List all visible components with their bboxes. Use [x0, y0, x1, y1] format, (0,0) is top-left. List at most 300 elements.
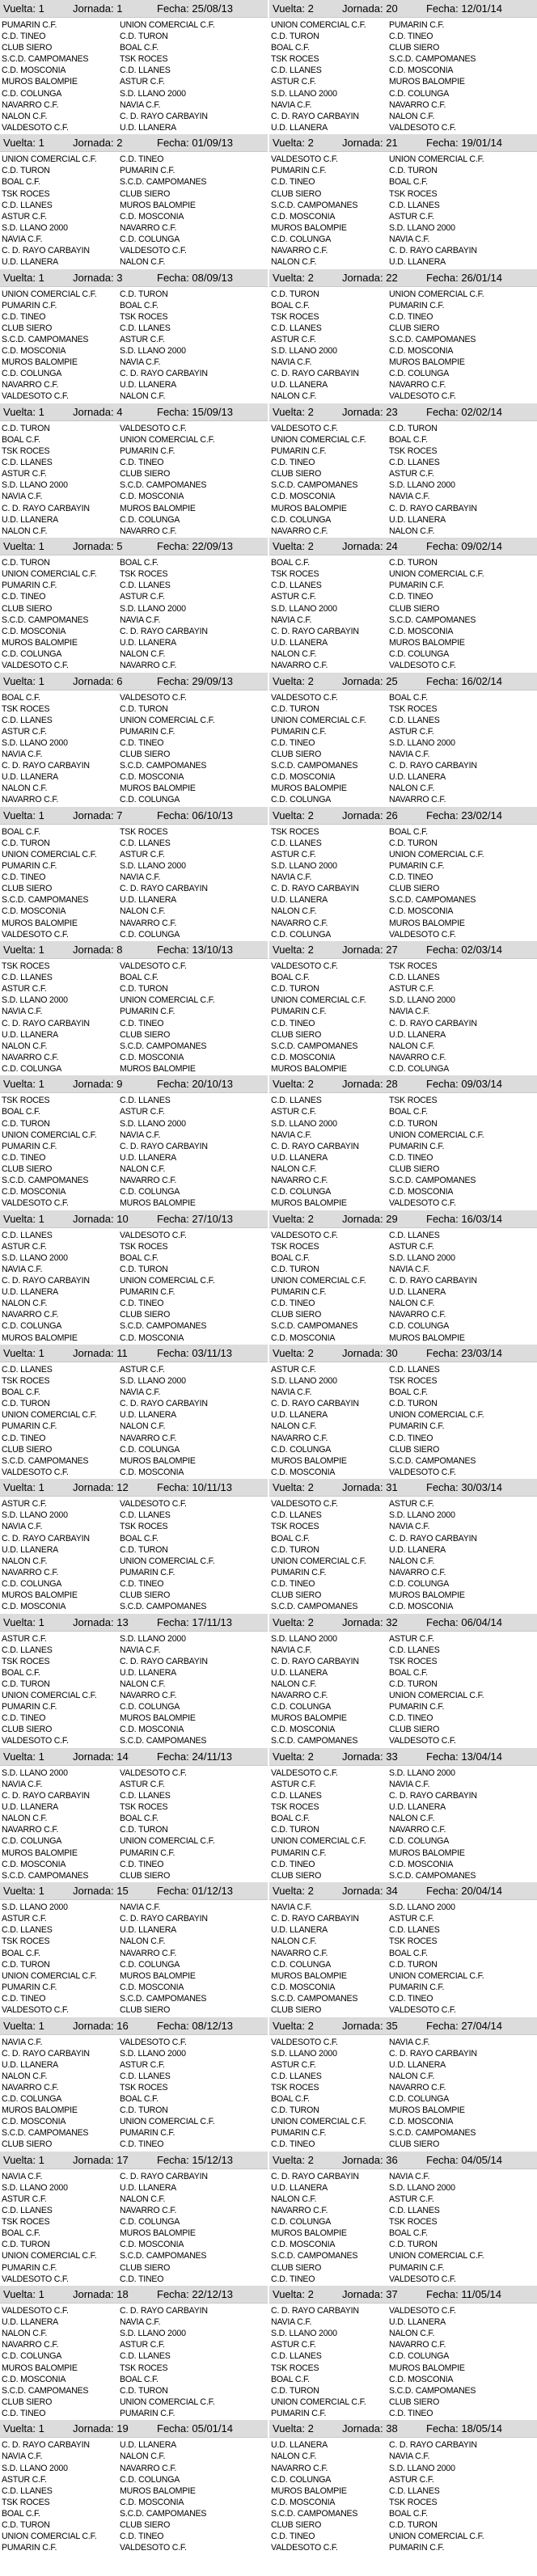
match-row [0, 749, 268, 760]
home-team: U.D. LLANERA [271, 895, 328, 906]
home-team: C.D. MOSCONIA [271, 492, 336, 502]
jornada-label: Jornada: [342, 2153, 383, 2166]
match-row [0, 423, 268, 434]
away-team: C.D. TURON [389, 838, 438, 848]
match-row [269, 88, 537, 99]
match-row [0, 591, 268, 602]
match-row [0, 2531, 268, 2542]
home-team: C.D. TINEO [271, 458, 315, 468]
home-team: BOAL C.F. [2, 1948, 40, 1958]
away-team: NALON C.F. [120, 2194, 166, 2204]
jornada-label: Jornada: [342, 2, 383, 15]
away-team: NAVIA C.F. [389, 749, 430, 759]
match-row [0, 1724, 268, 1735]
home-team: PUMARIN C.F. [2, 1141, 57, 1151]
jornada-value: 35 [386, 2019, 398, 2032]
home-team: CLUB SIERO [2, 1444, 53, 1455]
jornada-label: Jornada: [342, 137, 383, 150]
home-team: NAVARRO C.F. [2, 1825, 59, 1835]
jornada-value: 2 [116, 137, 123, 150]
away-team: UNION COMERCIAL C.F. [389, 849, 484, 859]
away-team: MUROS BALOMPIE [389, 1848, 465, 1858]
match-row [0, 794, 268, 805]
home-team: BOAL C.F. [271, 558, 310, 568]
away-team: VALDESOTO C.F. [389, 661, 456, 671]
match-row [269, 379, 537, 391]
match-row [0, 1467, 268, 1478]
match-row [0, 826, 268, 838]
match-row [269, 1813, 537, 1824]
jornada [73, 540, 157, 552]
home-team: S.D. LLANO 2000 [2, 995, 68, 1006]
match-row [0, 1375, 268, 1387]
match-row [0, 1924, 268, 1936]
away-team: NAVARRO C.F. [389, 99, 446, 110]
match-row [0, 1421, 268, 1432]
away-team: C.D. LLANES [120, 1510, 171, 1521]
match-row [269, 2228, 537, 2239]
jornada-block [269, 1075, 537, 1210]
home-team: PUMARIN C.F. [271, 1007, 327, 1017]
home-team: UNION COMERCIAL C.F. [271, 1836, 366, 1847]
home-team: PUMARIN C.F. [2, 20, 57, 30]
vuelta-value: 2 [307, 1212, 314, 1225]
jornada-block [269, 403, 537, 538]
match-row [0, 222, 268, 234]
home-team: C.D. COLUNGA [2, 648, 62, 659]
home-team: U.D. LLANERA [2, 772, 59, 783]
away-team: C.D. MOSCONIA [389, 65, 454, 76]
home-team: C.D. TINEO [2, 1433, 46, 1443]
match-row [0, 2485, 268, 2497]
match-row [269, 2316, 537, 2328]
fecha-value: 02/02/14 [461, 405, 502, 418]
match-row [0, 692, 268, 703]
vuelta-label: Vuelta: [273, 1750, 305, 1763]
away-team: C. D. RAYO CARBAYIN [120, 1914, 208, 1924]
away-team: C.D. LLANES [389, 715, 440, 725]
fecha [157, 2, 268, 15]
match-row [269, 1364, 537, 1375]
home-team: TSK ROCES [2, 1656, 50, 1666]
match-row [269, 2439, 537, 2451]
vuelta-label: Vuelta: [273, 137, 305, 150]
away-team: C.D. LLANES [120, 581, 171, 591]
vuelta [273, 1885, 342, 1897]
away-team: U.D. LLANERA [120, 1925, 177, 1936]
vuelta [3, 1213, 73, 1225]
jornada-block [0, 2017, 268, 2152]
home-team: C.D. MOSCONIA [271, 1467, 336, 1477]
jornada [73, 1616, 157, 1628]
jornada-header [0, 673, 268, 690]
away-team: C.D. COLUNGA [120, 1959, 180, 1970]
match-row [0, 211, 268, 222]
home-team: U.D. LLANERA [271, 2440, 328, 2451]
match-row [269, 660, 537, 671]
home-team: PUMARIN C.F. [2, 861, 57, 872]
match-row [269, 715, 537, 726]
away-team: C.D. TURON [389, 166, 438, 176]
jornada-value: 32 [386, 1615, 398, 1628]
jornada-header [269, 1882, 537, 1900]
vuelta [3, 137, 73, 149]
match-row [269, 749, 537, 760]
away-team: PUMARIN C.F. [120, 1287, 175, 1298]
home-team: ASTUR C.F. [2, 1633, 47, 1644]
away-team: CLUB SIERO [120, 1310, 171, 1320]
match-row [0, 2316, 268, 2328]
match-row [0, 65, 268, 76]
home-team: NAVIA C.F. [2, 749, 43, 759]
home-team: C.D. COLUNGA [271, 1959, 332, 1970]
away-team: MUROS BALOMPIE [389, 2105, 465, 2116]
away-team: CLUB SIERO [389, 43, 440, 53]
home-team: VALDESOTO C.F. [271, 154, 338, 165]
home-team: S.D. LLANO 2000 [271, 88, 337, 99]
jornada-header [269, 0, 537, 18]
match-row [269, 1735, 537, 1746]
home-team: S.D. LLANO 2000 [271, 1633, 337, 1644]
away-team: ASTUR C.F. [389, 469, 434, 479]
match-row [269, 1467, 537, 1478]
home-team: S.C.D. CAMPOMANES [271, 2251, 358, 2261]
fecha-value: 16/03/14 [461, 1212, 502, 1225]
match-row [269, 1264, 537, 1275]
away-team: C. D. RAYO CARBAYIN [389, 1533, 477, 1543]
jornada-header [0, 1748, 268, 1766]
match-row [269, 211, 537, 222]
home-team: C.D. COLUNGA [2, 1578, 62, 1589]
match-row [0, 1633, 268, 1645]
away-team: BOAL C.F. [389, 434, 428, 445]
jornada-label: Jornada: [342, 540, 383, 553]
away-team: MUROS BALOMPIE [389, 2363, 465, 2373]
away-team: C.D. MOSCONIA [120, 492, 184, 502]
vuelta-value: 2 [307, 1885, 314, 1898]
away-team: C.D. MOSCONIA [389, 626, 454, 636]
home-team: CLUB SIERO [2, 1163, 53, 1174]
jornada-block [269, 1210, 537, 1345]
home-team: C.D. TURON [271, 32, 319, 42]
away-team: C.D. TURON [120, 984, 168, 995]
vuelta-value: 2 [307, 271, 314, 284]
match-row [269, 972, 537, 983]
away-team: VALDESOTO C.F. [120, 246, 187, 256]
home-team: C. D. RAYO CARBAYIN [271, 1141, 359, 1151]
match-row [0, 1835, 268, 1847]
match-row [269, 491, 537, 502]
away-team: S.D. LLANO 2000 [389, 1510, 455, 1521]
match-row [0, 19, 268, 31]
fecha-label: Fecha: [426, 2019, 459, 2032]
away-team: U.D. LLANERA [120, 380, 177, 391]
fecha [157, 2154, 268, 2166]
vuelta-label: Vuelta: [273, 1078, 305, 1091]
match-row [0, 961, 268, 972]
away-team: UNION COMERCIAL C.F. [120, 2397, 215, 2407]
home-team: S.C.D. CAMPOMANES [2, 2385, 89, 2396]
away-team: C.D. COLUNGA [389, 2093, 450, 2104]
away-team: CLUB SIERO [120, 2520, 171, 2531]
home-team: NALON C.F. [271, 906, 317, 917]
match-row [0, 1455, 268, 1467]
jornada [342, 2020, 426, 2032]
home-team: C.D. TINEO [271, 2532, 315, 2542]
match-row [269, 357, 537, 368]
fecha [157, 675, 268, 687]
vuelta [273, 1750, 342, 1763]
match-row [0, 2205, 268, 2216]
away-team: S.C.D. CAMPOMANES [389, 54, 476, 65]
vuelta [3, 1078, 73, 1090]
fecha-label: Fecha: [426, 1347, 459, 1359]
home-team: MUROS BALOMPIE [271, 2228, 347, 2239]
match-row [269, 2105, 537, 2116]
jornada-block [269, 1882, 537, 2016]
away-team: NALON C.F. [389, 1299, 435, 1309]
match-row [269, 2182, 537, 2194]
home-team: S.D. LLANO 2000 [271, 1118, 337, 1129]
away-team: U.D. LLANERA [120, 637, 177, 648]
home-team: C.D. COLUNGA [271, 2217, 332, 2228]
home-team: MUROS BALOMPIE [2, 77, 78, 87]
jornada-header [0, 1345, 268, 1362]
match-row [0, 2397, 268, 2408]
fecha-value: 05/01/14 [192, 2422, 233, 2435]
fecha [426, 1616, 537, 1628]
match-row [0, 2093, 268, 2105]
home-team: TSK ROCES [271, 569, 319, 580]
match-row [0, 1118, 268, 1130]
home-team: TSK ROCES [271, 2082, 319, 2092]
away-team: NAVARRO C.F. [120, 526, 177, 536]
home-team: S.C.D. CAMPOMANES [2, 1870, 89, 1881]
away-team: C.D. MOSCONIA [389, 1859, 454, 1869]
vuelta [273, 2422, 342, 2435]
match-row [269, 1095, 537, 1106]
match-row [269, 2116, 537, 2127]
away-team: BOAL C.F. [120, 2093, 159, 2104]
home-team: C.D. LLANES [2, 1925, 53, 1936]
home-team: VALDESOTO C.F. [271, 1230, 338, 1240]
away-team: UNION COMERCIAL C.F. [120, 1276, 215, 1286]
match-row [0, 2116, 268, 2127]
match-row [0, 2474, 268, 2485]
away-team: C.D. TINEO [120, 1299, 164, 1309]
away-team: NAVIA C.F. [389, 1264, 430, 1274]
home-team: C.D. TINEO [2, 2408, 46, 2418]
home-team: C.D. TURON [2, 838, 50, 848]
home-team: UNION COMERCIAL C.F. [2, 1691, 97, 1701]
away-team: PUMARIN C.F. [389, 20, 445, 30]
match-row [0, 995, 268, 1006]
match-row [269, 1578, 537, 1590]
home-team: C.D. LLANES [271, 2351, 322, 2362]
away-team: PUMARIN C.F. [389, 1421, 445, 1432]
away-team: S.C.D. CAMPOMANES [120, 2508, 207, 2519]
vuelta [3, 540, 73, 552]
home-team: MUROS BALOMPIE [2, 1590, 78, 1601]
match-row [269, 2531, 537, 2542]
match-row [0, 1913, 268, 1924]
match-row [269, 2385, 537, 2397]
home-team: CLUB SIERO [271, 2005, 322, 2016]
match-row [269, 154, 537, 165]
match-list [0, 2169, 268, 2285]
away-team: TSK ROCES [389, 446, 438, 457]
match-row [269, 1510, 537, 1521]
home-team: C.D. TINEO [271, 1018, 315, 1028]
fecha-label: Fecha: [157, 1750, 189, 1763]
home-team: CLUB SIERO [2, 1725, 53, 1735]
away-team: UNION COMERCIAL C.F. [389, 1691, 484, 1701]
home-team: S.C.D. CAMPOMANES [271, 1041, 358, 1051]
away-team: C.D. TINEO [389, 592, 433, 602]
home-team: PUMARIN C.F. [271, 446, 327, 457]
match-row [269, 423, 537, 434]
home-team: S.C.D. CAMPOMANES [2, 2128, 89, 2139]
jornada-label: Jornada: [73, 674, 114, 687]
away-team: S.D. LLANO 2000 [120, 1118, 186, 1129]
fecha [426, 1885, 537, 1897]
away-team: U.D. LLANERA [120, 895, 177, 906]
jornada-header [269, 2420, 537, 2438]
match-row [269, 1924, 537, 1936]
away-team: C. D. RAYO CARBAYIN [120, 1399, 208, 1409]
match-row [0, 345, 268, 357]
jornada-header [269, 538, 537, 555]
home-team: UNION COMERCIAL C.F. [271, 2397, 366, 2407]
fecha-label: Fecha: [426, 405, 459, 418]
match-row [269, 503, 537, 514]
away-team: UNION COMERCIAL C.F. [389, 154, 484, 165]
match-row [269, 300, 537, 311]
away-team: ASTUR C.F. [389, 2194, 434, 2204]
match-row [0, 1409, 268, 1421]
fecha-value: 24/11/13 [192, 1750, 233, 1763]
match-row [269, 468, 537, 479]
jornada-header [0, 2017, 268, 2035]
match-list [269, 421, 537, 537]
jornada-value: 27 [386, 944, 398, 956]
vuelta-value: 2 [307, 2422, 314, 2435]
fecha-label: Fecha: [426, 1212, 459, 1225]
fecha-label: Fecha: [157, 405, 189, 418]
match-row [269, 1197, 537, 1209]
jornada-header [269, 403, 537, 421]
home-team: U.D. LLANERA [271, 1410, 328, 1421]
match-row [0, 2082, 268, 2093]
fecha-value: 10/11/13 [192, 1481, 233, 1494]
jornada [73, 1347, 157, 1359]
fecha-label: Fecha: [157, 1347, 189, 1359]
vuelta-value: 1 [38, 1885, 44, 1898]
jornada-header [0, 1614, 268, 1632]
away-team: NAVARRO C.F. [120, 1433, 177, 1443]
fecha-value: 15/09/13 [192, 405, 233, 418]
match-row [269, 1433, 537, 1444]
away-team: C.D. TURON [389, 1399, 438, 1409]
home-team: S.D. LLANO 2000 [2, 737, 68, 748]
match-row [0, 1801, 268, 1813]
away-team: C. D. RAYO CARBAYIN [389, 1276, 477, 1286]
home-team: CLUB SIERO [2, 323, 53, 333]
fecha-value: 08/12/13 [192, 2019, 233, 2032]
home-team: C.D. LLANES [2, 2206, 53, 2216]
jornada-label: Jornada: [73, 405, 114, 418]
match-row [0, 1690, 268, 1701]
home-team: C. D. RAYO CARBAYIN [271, 2306, 359, 2316]
match-row [269, 2363, 537, 2374]
away-team: C.D. LLANES [120, 323, 171, 333]
fecha-label: Fecha: [157, 674, 189, 687]
match-row [0, 568, 268, 580]
fecha [157, 272, 268, 284]
match-row [269, 1679, 537, 1690]
home-team: NAVIA C.F. [271, 1387, 312, 1398]
away-team: U.D. LLANERA [389, 2317, 446, 2328]
home-team: C. D. RAYO CARBAYIN [2, 1018, 90, 1028]
home-team: TSK ROCES [271, 54, 319, 65]
vuelta [273, 1347, 342, 1359]
away-team: C.D. MOSCONIA [120, 1052, 184, 1062]
away-team: C.D. MOSCONIA [389, 2374, 454, 2384]
vuelta [273, 2154, 342, 2166]
away-team: VALDESOTO C.F. [120, 2543, 187, 2553]
away-team: U.D. LLANERA [120, 1152, 177, 1163]
away-team: C. D. RAYO CARBAYIN [120, 884, 208, 894]
away-team: U.D. LLANERA [389, 1802, 446, 1813]
match-row [269, 2037, 537, 2048]
away-team: NALON C.F. [120, 1936, 166, 1947]
home-team: C. D. RAYO CARBAYIN [271, 884, 359, 894]
match-row [0, 2171, 268, 2182]
match-row [269, 99, 537, 111]
match-row [0, 379, 268, 391]
away-team: MUROS BALOMPIE [389, 1332, 465, 1343]
home-team: NALON C.F. [271, 1679, 317, 1689]
match-row [269, 1230, 537, 1241]
home-team: C.D. TURON [2, 1399, 50, 1409]
away-team: S.D. LLANO 2000 [389, 222, 455, 233]
away-team: NALON C.F. [389, 2071, 435, 2081]
vuelta [3, 406, 73, 418]
home-team: NALON C.F. [271, 2451, 317, 2462]
home-team: C.D. LLANES [271, 323, 322, 333]
away-team: C.D. LLANES [389, 200, 440, 210]
home-team: TSK ROCES [2, 2497, 50, 2507]
match-row [0, 1364, 268, 1375]
match-row [269, 65, 537, 76]
home-team: NALON C.F. [271, 391, 317, 402]
away-team: C. D. RAYO CARBAYIN [389, 246, 477, 256]
home-team: BOAL C.F. [271, 300, 310, 310]
match-row [269, 1690, 537, 1701]
home-team: PUMARIN C.F. [271, 1567, 327, 1577]
fecha [426, 675, 537, 687]
away-team: NAVARRO C.F. [389, 2340, 446, 2350]
fecha-value: 29/09/13 [192, 674, 233, 687]
away-team: UNION COMERCIAL C.F. [120, 995, 215, 1006]
match-row [269, 2093, 537, 2105]
match-row [0, 1970, 268, 1982]
vuelta-value: 1 [38, 1750, 44, 1763]
away-team: C.D. LLANES [389, 458, 440, 468]
away-team: C.D. TINEO [389, 1713, 433, 1724]
fecha [426, 272, 537, 284]
fecha-label: Fecha: [426, 674, 459, 687]
